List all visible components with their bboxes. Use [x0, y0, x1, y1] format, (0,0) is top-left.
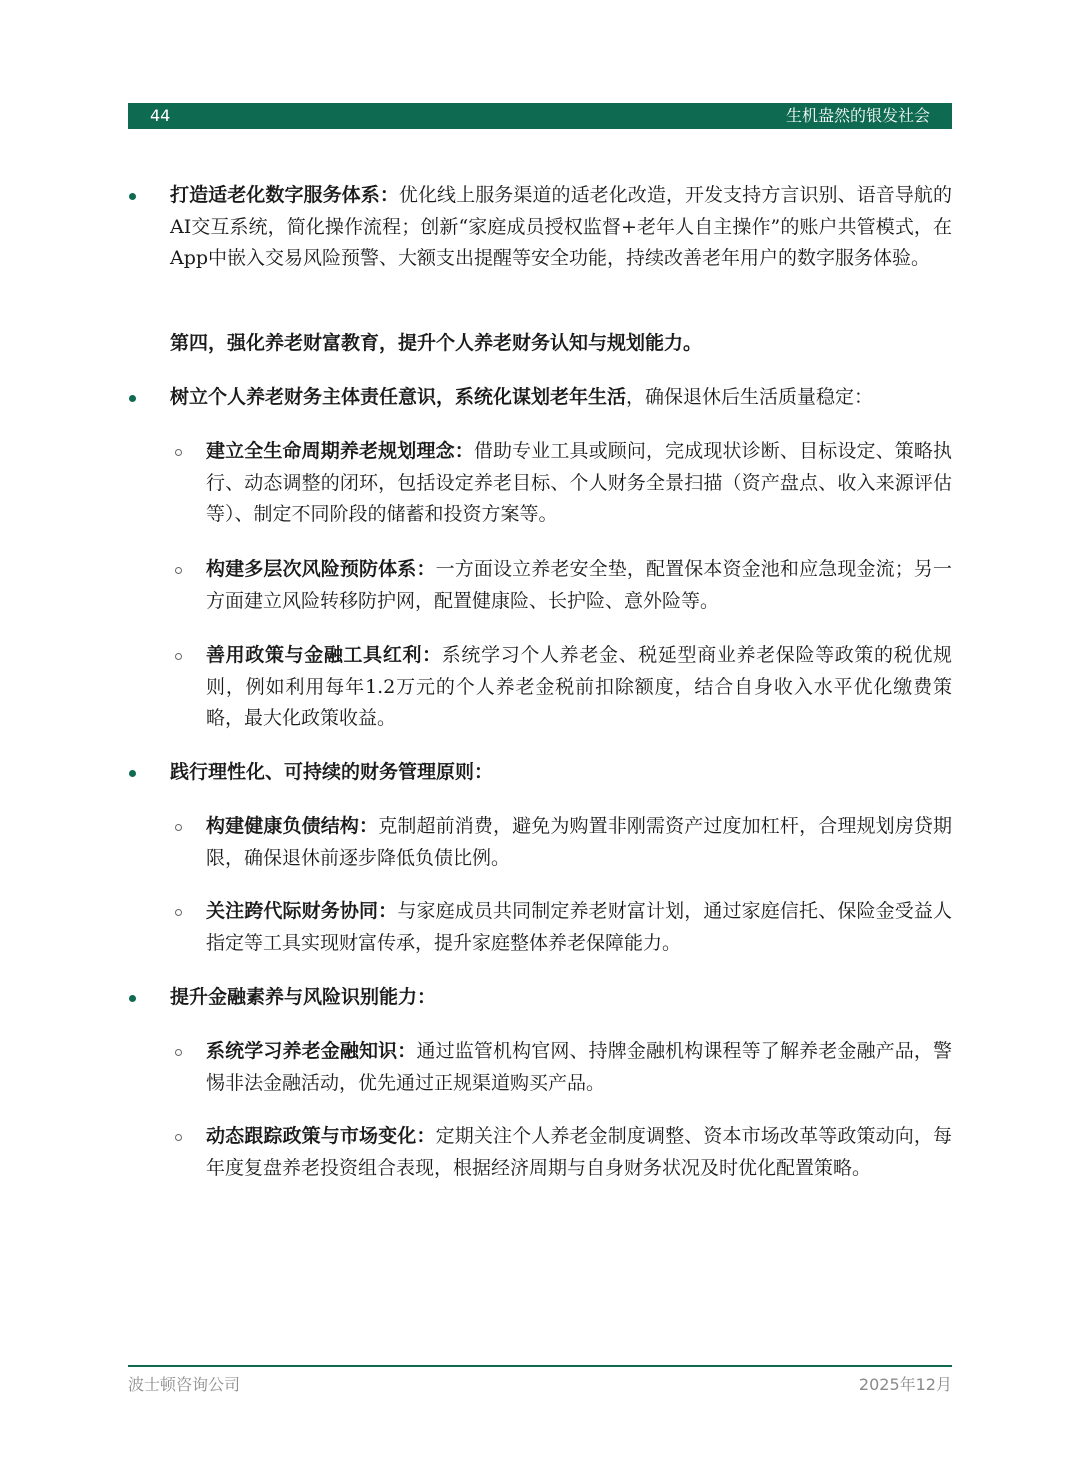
- list-item-responsibility: [170, 382, 952, 414]
- sub-list-item-pension-knowledge: [206, 1036, 952, 1099]
- list-item-text: 一方面设立养老安全垫，配置保本资金池和应急现金流；另一方面建立风险转移防护网，配置健康险、长护险、意外险等。: [206, 558, 952, 612]
- list-item-financial-principles: [170, 757, 952, 789]
- sub-bullet-icon: [175, 567, 182, 574]
- sub-list-item-lifecycle-planning: [206, 436, 952, 531]
- bullet-icon: [129, 995, 136, 1002]
- list-item-lead: 建立全生命周期养老规划理念：: [206, 440, 474, 462]
- header-bar: [128, 103, 952, 129]
- list-item-lead: 关注跨代际财务协同：: [206, 900, 398, 922]
- list-item-text: 优化线上服务渠道的适老化改造，开发支持方言识别、语音导航的AI交互系统，简化操作流程；创新“家庭成员授权监督+老年人自主操作”的账户共管模式，在App中嵌入交易风险预警、大额支出提醒等安全功能，持续改善老年用户的数字服务体验。: [170, 184, 952, 269]
- list-item-text: 借助专业工具或顾问，完成现状诊断、目标设定、策略执行、动态调整的闭环，包括设定养老目标、个人财务全景扫描（资产盘点、收入来源评估等）、制定不同阶段的储蓄和投资方案等。: [206, 440, 952, 525]
- list-item-lead: 构建多层次风险预防体系：: [206, 558, 436, 580]
- list-item-text: 通过监管机构官网、持牌金融机构课程等了解养老金融产品，警惕非法金融活动，优先通过正规渠道购买产品。: [206, 1040, 952, 1094]
- list-item-lead: 树立个人养老财务主体责任意识，系统化谋划老年生活: [170, 386, 627, 408]
- report-title: 生机盎然的银发社会: [785, 106, 930, 125]
- list-item-lead: 动态跟踪政策与市场变化：: [206, 1125, 436, 1147]
- bullet-icon: [129, 395, 136, 402]
- footer-company: 波士顿咨询公司: [128, 1375, 241, 1394]
- sub-list-item-intergenerational: [206, 896, 952, 959]
- footer-date: 2025年12月: [858, 1375, 952, 1394]
- section-heading: 第四，强化养老财富教育，提升个人养老财务认知与规划能力。: [170, 332, 703, 354]
- list-item-text: 与家庭成员共同制定养老财富计划，通过家庭信托、保险金受益人指定等工具实现财富传承，提升家庭整体养老保障能力。: [206, 900, 952, 954]
- list-item-lead: 系统学习养老金融知识：: [206, 1040, 417, 1062]
- list-item-lead: 构建健康负债结构：: [206, 815, 379, 837]
- page-number: 44: [150, 106, 171, 125]
- sub-bullet-icon: [175, 909, 182, 916]
- sub-bullet-icon: [175, 449, 182, 456]
- list-item-lead: 打造适老化数字服务体系：: [170, 184, 399, 206]
- list-item-digital-service: [170, 180, 952, 275]
- bullet-icon: [129, 193, 136, 200]
- sub-bullet-icon: [175, 653, 182, 660]
- footer-divider: [128, 1365, 952, 1367]
- list-item-financial-literacy: [170, 982, 952, 1014]
- list-item-text: 系统学习个人养老金、税延型商业养老保险等政策的税优规则，例如利用每年1.2万元的个人养老金税前扣除额度，结合自身收入水平优化缴费策略，最大化政策收益。: [206, 644, 952, 729]
- sub-list-item-policy-tools: [206, 640, 952, 735]
- sub-bullet-icon: [175, 1049, 182, 1056]
- list-item-lead: 善用政策与金融工具红利：: [206, 644, 442, 666]
- sub-bullet-icon: [175, 824, 182, 831]
- list-item-text: 克制超前消费，避免为购置非刚需资产过度加杠杆，合理规划房贷期限，确保退休前逐步降低负债比例。: [206, 815, 952, 869]
- sub-list-item-debt-structure: [206, 811, 952, 874]
- list-item-lead: 提升金融素养与风险识别能力：: [170, 986, 437, 1008]
- sub-list-item-risk-prevention: [206, 554, 952, 617]
- list-item-text: ，确保退休后生活质量稳定：: [626, 386, 874, 408]
- list-item-lead: 践行理性化、可持续的财务管理原则：: [170, 761, 494, 783]
- sub-bullet-icon: [175, 1134, 182, 1141]
- bullet-icon: [129, 770, 136, 777]
- sub-list-item-policy-tracking: [206, 1121, 952, 1184]
- list-item-text: 定期关注个人养老金制度调整、资本市场改革等政策动向，每年度复盘养老投资组合表现，根据经济周期与自身财务状况及时优化配置策略。: [206, 1125, 952, 1179]
